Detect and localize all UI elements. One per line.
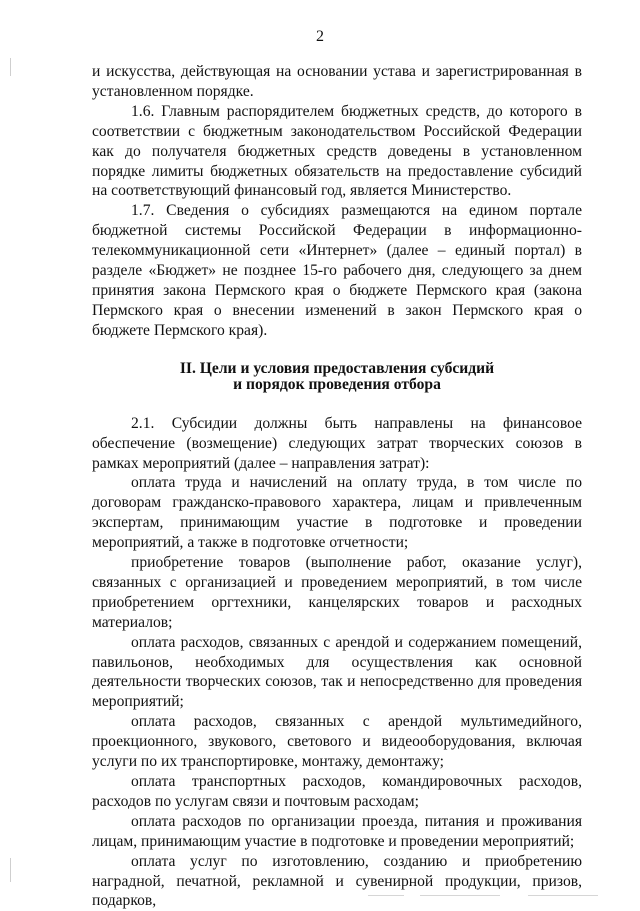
paragraph-p-awards: оплата услуг по изготовлению, созданию и приобретению наградной, печатной, рекламной и сувенирной продукции, призов, подарков, — [92, 852, 582, 910]
section-two-paragraphs — [92, 414, 582, 911]
section-heading-line-2: и порядок проведения отбора — [233, 375, 441, 393]
page-number: 2 — [316, 28, 324, 45]
paragraph-p-labor: оплата труда и начислений на оплату труда, в том числе по договорам гражданско-правового характера, лицам и привлеченным экспертам, принимающим участие в подготовке и проведении мероприятий, а также в подготовке отчетности; — [92, 474, 582, 552]
document-body — [92, 62, 582, 911]
paragraph-p-transport: оплата транспортных расходов, командировочных расходов, расходов по услугам связи и почтовым расходам; — [92, 773, 582, 810]
paragraph-p-1-6: 1.6. Главным распорядителем бюджетных средств, до которого в соответствии с бюджетным законодательством Российской Федерации как до получателя бюджетных средств доведены в установленном порядке лимиты бюджетных обязательств на предоставление субсидий на соответствующий финансовый год, является Министерство. — [92, 102, 582, 200]
paragraph-p-goods: приобретение товаров (выполнение работ, оказание услуг), связанных с организацией и проведением мероприятий, в том числе приобретением оргтехники, канцелярских товаров и расходных материалов; — [92, 554, 582, 631]
paragraph-p-travel: оплата расходов по организации проезда, питания и проживания лицам, принимающим участие в подготовке и проведении мероприятий; — [92, 812, 582, 850]
paragraph-p-equipment: оплата расходов, связанных с арендой мультимедийного, проекционного, звукового, светового и видеооборудования, включая услуги по их транспортировке, монтажу, демонтажу; — [92, 713, 582, 771]
scan-bottom-mark — [368, 895, 404, 896]
paragraph-p-1-7: 1.7. Сведения о субсидиях размещаются на едином портале бюджетной системы Российской Федерации в информационно-телекоммуникационной сети «Интернет» (далее – единый портал) в разделе «Бюджет» не позднее 15-го рабочего дня, следующего за днем принятия закона Пермского края о бюджете Пермского края (закона Пермского края о внесении изменений в закон Пермского края о бюджете Пермского края). — [92, 202, 582, 339]
section-heading-line-1: II. Цели и условия предоставления субсидий — [179, 359, 495, 377]
scan-margin-mark — [10, 58, 11, 76]
section-one-paragraphs — [92, 62, 582, 341]
scan-bottom-mark — [528, 895, 598, 896]
paragraph-p-rent: оплата расходов, связанных с арендой и содержанием помещений, павильонов, необходимых для осуществления как основной деятельности творческих союзов, так и непосредственно для проведения мероприятий; — [92, 633, 582, 711]
paragraph-p-2-1: 2.1. Субсидии должны быть направлены на финансовое обеспечение (возмещение) следующих затрат творческих союзов в рамках мероприятий (далее – направления затрат): — [92, 414, 582, 472]
scan-margin-mark — [10, 858, 11, 882]
scan-bottom-mark — [420, 895, 500, 896]
paragraph-p-continuation: и искусства, действующая на основании устава и зарегистрированная в установленном порядке. — [92, 63, 582, 100]
section-heading — [92, 361, 582, 393]
